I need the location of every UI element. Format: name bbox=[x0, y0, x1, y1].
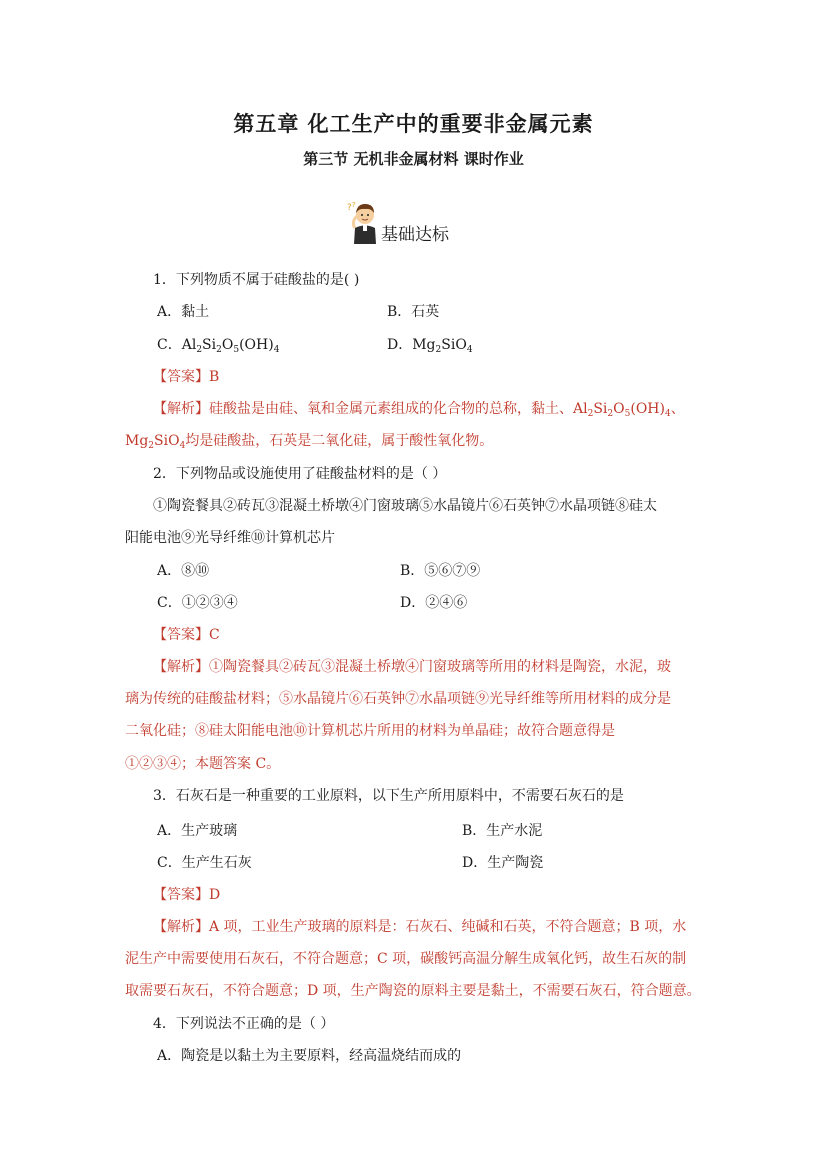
q1-explanation-line1: 【解析】硅酸盐是由硅、氧和金属元素组成的化合物的总称，黏土、$Al_2Si_2O_5(OH)_4$、 bbox=[153, 401, 685, 419]
q2-option-b: B．⑤⑥⑦⑨ bbox=[400, 563, 481, 579]
q2-option-d: D．②④⑥ bbox=[400, 595, 468, 611]
q3-stem: 3．石灰石是一种重要的工业原料，以下生产所用原料中，不需要石灰石的是 bbox=[153, 788, 624, 804]
section-header bbox=[345, 200, 485, 244]
q2-explanation-line2: 璃为传统的硅酸盐材料；⑤水晶镜片⑥石英钟⑦水晶项链⑨光导纤维等所用材料的成分是 bbox=[125, 691, 671, 707]
q3-explanation-line2: 泥生产中需要使用石灰石，不符合题意；C 项，碳酸钙高温分解生成氧化钙，故生石灰的制 bbox=[125, 951, 687, 967]
q2-explanation-line3: 二氧化硅；⑧硅太阳能电池⑩计算机芯片所用的材料为单晶硅；故符合题意得是 bbox=[125, 723, 615, 739]
q4-option-a: A．陶瓷是以黏土为主要原料，经高温烧结而成的 bbox=[157, 1048, 462, 1064]
q1-option-d: D．$Mg_2SiO_4$ bbox=[387, 337, 473, 355]
svg-text:?: ? bbox=[352, 201, 356, 209]
q1-option-a: A．黏土 bbox=[157, 304, 210, 320]
q3-option-a: A．生产玻璃 bbox=[157, 823, 238, 839]
q3-explanation-line1: 【解析】A 项，工业生产玻璃的原料是：石灰石、纯碱和石英，不符合题意；B 项，水 bbox=[153, 919, 687, 935]
q2-explanation-line1: 【解析】①陶瓷餐具②砖瓦③混凝土桥墩④门窗玻璃等所用的材料是陶瓷，水泥，玻 bbox=[153, 659, 671, 675]
q3-option-c: C．生产生石灰 bbox=[157, 855, 252, 871]
q1-explanation-line2: $Mg_2SiO_4$均是硅酸盐，石英是二氧化硅，属于酸性氧化物。 bbox=[125, 433, 494, 451]
q4-stem: 4．下列说法不正确的是（ ） bbox=[153, 1016, 335, 1032]
q3-option-d: D．生产陶瓷 bbox=[462, 855, 544, 871]
q1-stem: 1．下列物质不属于硅酸盐的是( ) bbox=[153, 272, 360, 288]
section-subtitle: 第三节 无机非金属材料 课时作业 bbox=[303, 150, 524, 168]
q2-option-a: A．⑧⑩ bbox=[157, 563, 210, 579]
q2-items-line2: 阳能电池⑨光导纤维⑩计算机芯片 bbox=[125, 530, 335, 546]
q3-option-b: B．生产水泥 bbox=[462, 823, 543, 839]
q3-answer: 【答案】D bbox=[153, 887, 221, 903]
section-label: 基础达标 bbox=[381, 225, 449, 245]
q2-option-c: C．①②③④ bbox=[157, 595, 238, 611]
q2-stem: 2．下列物品或设施使用了硅酸盐材料的是（ ） bbox=[153, 466, 447, 482]
q2-items-line1: ①陶瓷餐具②砖瓦③混凝土桥墩④门窗玻璃⑤水晶镜片⑥石英钟⑦水晶项链⑧硅太 bbox=[153, 498, 657, 514]
q2-answer: 【答案】C bbox=[153, 627, 220, 643]
thinking-student-icon bbox=[345, 200, 381, 244]
chapter-title: 第五章 化工生产中的重要非金属元素 bbox=[233, 111, 594, 136]
q1-answer: 【答案】B bbox=[153, 369, 220, 385]
q2-explanation-line4: ①②③④；本题答案 C。 bbox=[125, 756, 281, 772]
q1-option-c: C．$Al_2Si_2O_5(OH)_4$ bbox=[157, 337, 280, 355]
svg-text:?: ? bbox=[347, 203, 352, 213]
q3-explanation-line3: 取需要石灰石，不符合题意；D 项，生产陶瓷的原料主要是黏土，不需要石灰石，符合题意。 bbox=[125, 983, 701, 999]
q1-option-b: B．石英 bbox=[387, 304, 440, 320]
